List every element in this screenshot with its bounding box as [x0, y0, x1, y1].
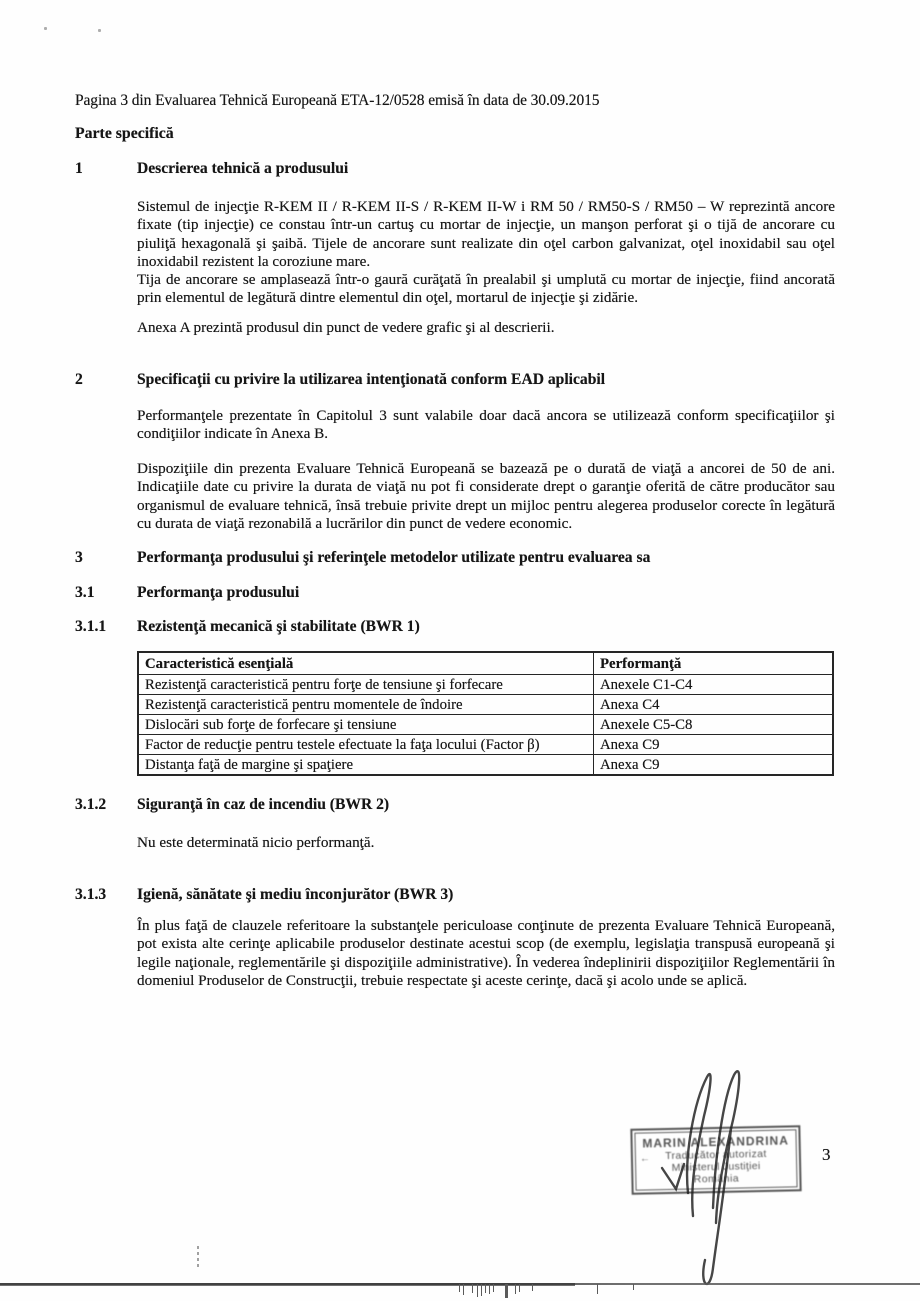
table-row — [138, 715, 833, 735]
section-3-1-heading — [75, 584, 299, 602]
page-header: Pagina 3 din Evaluarea Tehnică Europeană ETA-12/0528 emisă în data de 30.09.2015 — [75, 92, 600, 109]
stamp-ministry: Ministerul Justiţiei — [671, 1160, 761, 1174]
section-title: Siguranţă în caz de incendiu (BWR 2) — [137, 796, 390, 813]
stamp-role: Traducător autorizat — [664, 1147, 767, 1163]
table-cell: Anexa C4 — [593, 695, 833, 715]
section-title: Performanţa produsului şi referinţele metodelor utilizate pentru evaluarea sa — [137, 549, 651, 566]
section-number: 2 — [75, 371, 83, 388]
section-title: Performanţa produsului — [137, 584, 300, 601]
scan-tick-artifact — [532, 1284, 533, 1291]
scan-tick-artifact — [515, 1284, 516, 1294]
table-cell: Anexele C1-C4 — [593, 675, 833, 695]
scan-tick-artifact — [463, 1284, 464, 1295]
section-title: Specificaţii cu privire la utilizarea intenţionată conform EAD aplicabil — [137, 371, 606, 388]
section-3-1-2-heading — [75, 796, 389, 814]
table-header-characteristic: Caracteristică esenţială — [138, 652, 593, 675]
section-number: 3 — [75, 549, 83, 566]
performance-table — [137, 651, 834, 776]
section-3-1-2-paragraph: Nu este determinată nicio performanţă. — [137, 834, 375, 851]
section-3-1-3-heading — [75, 886, 453, 904]
scan-dash-artifact — [197, 1246, 199, 1269]
section-title: Igienă, sănătate şi mediu înconjurător (BWR 3) — [137, 886, 454, 903]
table-cell: Distanţa faţă de margine şi spaţiere — [138, 755, 593, 776]
section-2-paragraph-1: Performanţele prezentate în Capitolul 3 sunt valabile doar dacă ancora se utilizează conform specificaţiilor şi condiţiilor indicate în Anexa B. — [137, 407, 835, 443]
section-number: 3.1.1 — [75, 618, 107, 635]
section-number: 3.1.2 — [75, 796, 107, 813]
table-header-row — [138, 652, 833, 675]
scan-tick-artifact — [489, 1284, 490, 1294]
scan-tick-artifact — [633, 1284, 634, 1290]
scan-tick-artifact — [472, 1284, 473, 1293]
table-row — [138, 755, 833, 776]
section-number: 3.1 — [75, 584, 95, 601]
scan-tick-artifact — [519, 1284, 520, 1292]
scan-speck-artifact — [44, 27, 47, 30]
section-number: 3.1.3 — [75, 886, 107, 903]
table-row — [138, 695, 833, 715]
scan-tick-artifact — [459, 1284, 460, 1292]
page-number: 3 — [822, 1145, 831, 1164]
scan-tick-artifact — [597, 1284, 598, 1294]
signature-mark — [620, 1058, 780, 1293]
table-cell: Anexa C9 — [593, 755, 833, 776]
table-row — [138, 675, 833, 695]
section-1-heading — [75, 160, 348, 178]
part-title: Parte specifică — [75, 125, 174, 142]
scan-tick-artifact — [493, 1284, 494, 1292]
section-title: Rezistenţă mecanică şi stabilitate (BWR 1) — [137, 618, 420, 635]
section-2-paragraph-2: Dispoziţiile din prezenta Evaluare Tehnică Europeană se bazează pe o durată de viaţă a ancorei de 50 de ani. Indicaţiile date cu privire la durata de viaţă nu pot fi considerate drept o garanţie oferită de către producător sau organismul de evaluare tehnică, însă trebuie privite drept un mijloc pentru alegerea produselor corecte în legătură cu durata de viaţă rezonabilă a lucrărilor din punct de vedere economic. — [137, 460, 835, 533]
table-cell: Anexele C5-C8 — [593, 715, 833, 735]
section-1-paragraph-3: Anexa A prezintă produsul din punct de vedere grafic şi al descrierii. — [137, 319, 555, 336]
table-header-performance: Performanţă — [593, 652, 833, 675]
scan-tick-artifact — [477, 1284, 478, 1297]
stamp-translator-name: MARIN ALEXANDRINA — [642, 1133, 790, 1151]
table-cell: Dislocări sub forţe de forfecare şi tensiune — [138, 715, 593, 735]
section-3-heading — [75, 549, 650, 567]
section-title: Descrierea tehnică a produsului — [137, 160, 349, 177]
table-cell: Factor de reducţie pentru testele efectuate la faţa locului (Factor β) — [138, 735, 593, 755]
table-cell: Rezistenţă caracteristică pentru forţe de tensiune şi forfecare — [138, 675, 593, 695]
scan-tick-artifact — [485, 1284, 486, 1293]
table-cell: Anexa C9 — [593, 735, 833, 755]
section-3-1-3-paragraph: În plus faţă de clauzele referitoare la substanţele periculoase conţinute de prezenta Evaluare Tehnică Europeană, pot exista alte cerinţe aplicabile produselor destinate acestui scop (de exemplu, legislaţia transpusă europeană şi legile naţionale, reglementările şi dispoziţiile administrative). În vederea îndeplinirii dispoziţiilor Reglementării în domeniul Produselor de Construcţii, trebuie respectate şi aceste cerinţe, dacă şi acolo unde se aplică. — [137, 917, 835, 990]
scan-tick-artifact — [481, 1284, 482, 1296]
stamp-arrow-mark: ← — [639, 1153, 651, 1165]
stamp-country: România — [693, 1172, 740, 1186]
scan-speck-artifact — [98, 29, 101, 32]
section-2-heading — [75, 371, 605, 389]
section-3-1-1-heading — [75, 618, 420, 636]
section-1-paragraph-2: Tija de ancorare se amplasează într-o gaură curăţată în prealabil şi umplută cu mortar de injecţie, fiind ancorată prin elementul de legătură dintre elementul din oţel, mortarul de injecţie şi zidărie. — [137, 271, 835, 307]
section-1-paragraph-1: Sistemul de injecţie R-KEM II / R-KEM II-S / R-KEM II-W i RM 50 / RM50-S / RM50 – W reprezintă ancore fixate (tip injecţie) ce constau într-un cartuş cu mortar de injecţie, un manşon perforat şi o tijă de ancorare cu piuliţă hexagonală şi şaibă. Tijele de ancorare sunt realizate din oţel carbon galvanizat, oţel inoxidabil sau oţel inoxidabil rezistent la coroziune mare. — [137, 198, 835, 271]
table-cell: Rezistenţă caracteristică pentru momentele de îndoire — [138, 695, 593, 715]
table-row — [138, 735, 833, 755]
section-number: 1 — [75, 160, 83, 177]
scan-tick-artifact — [505, 1284, 508, 1298]
